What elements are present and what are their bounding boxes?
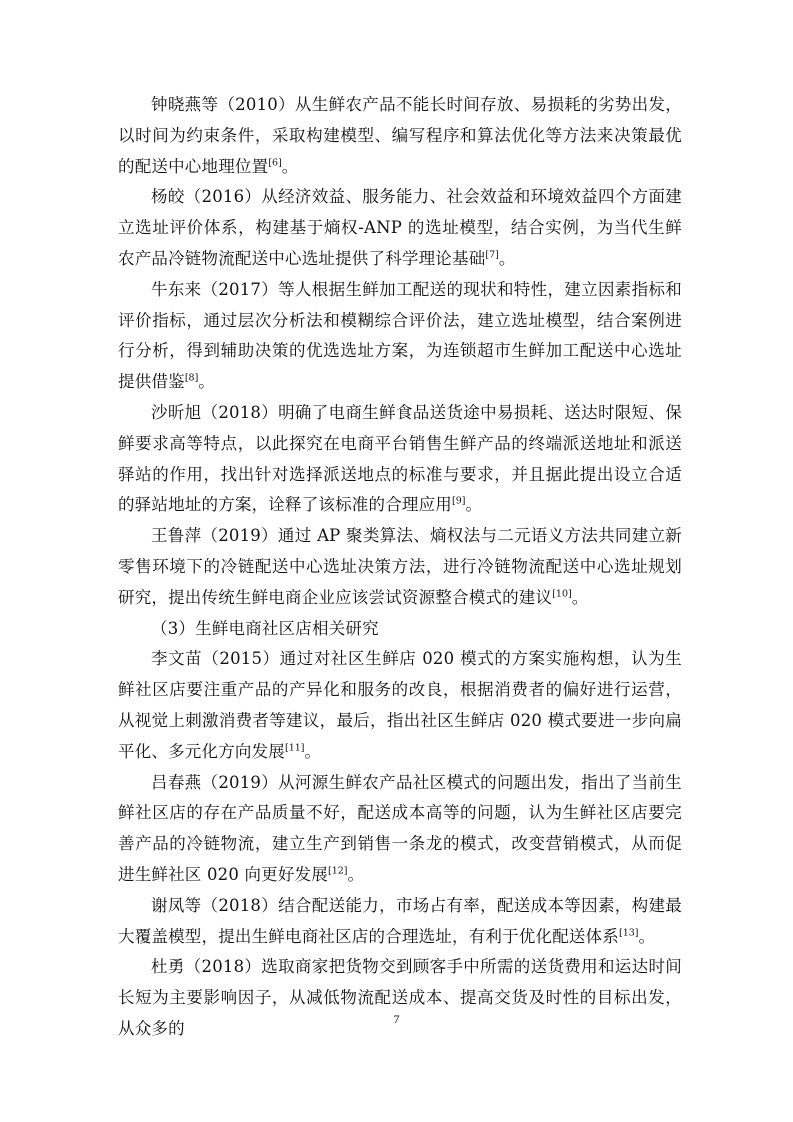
paragraph-lv-chunyan <box>118 768 682 891</box>
citation-8: [8] <box>184 372 199 384</box>
section-heading <box>118 614 682 645</box>
paragraph-end: 。 <box>498 248 516 268</box>
paragraph-zhong-xiaoyan <box>118 90 682 182</box>
paragraph-text: 钟晓燕等（2010）从生鲜农产品不能长时间存放、易损耗的劣势出发，以时间为约束条件，采取构建模型、编写程序和算法优化等方法来决策最优的配送中心地理位置 <box>118 95 682 176</box>
paragraph-text: 杜勇（2018）选取商家把货物交到顾客手中所需的送货费用和运达时间长短为主要影响因子，从减低物流配送成本、提高交货及时性的目标出发，从众多的 <box>118 957 682 1038</box>
paragraph-text: 牛东来（2017）等人根据生鲜加工配送的现状和特性，建立因素指标和评价指标，通过层次分析法和模糊综合评价法，建立选址模型，结合案例进行分析，得到辅助决策的优选选址方案，为连锁超市生鲜加工配送中心选址提供借鉴 <box>118 279 682 392</box>
paragraph-end: 。 <box>347 864 365 884</box>
page-number: 7 <box>393 1012 400 1026</box>
paragraph-end: 。 <box>571 587 589 607</box>
paragraph-text: 沙昕旭（2018）明确了电商生鲜食品送货途中易损耗、送达时限短、保鲜要求高等特点，以此探究在电商平台销售生鲜产品的终端派送地址和派送驿站的作用，找出针对选择派送地点的标准与要求，并且据此提出设立合适的驿站地址的方案，诠释了该标准的合理应用 <box>118 402 682 515</box>
paragraph-text: 吕春燕（2019）从河源生鲜农产品社区模式的问题出发，指出了当前生鲜社区店的存在产品质量不好，配送成本高等的问题，认为生鲜社区店要完善产品的冷链物流，建立生产到销售一条龙的模式，改变营销模式，从而促进生鲜社区 020 向更好发展 <box>118 772 682 884</box>
paragraph-text: 王鲁萍（2019）通过 AP 聚类算法、熵权法与二元语义方法共同建立新零售环境下的冷链配送中心选址决策方法，进行冷链物流配送中心选址规划研究，提出传统生鲜电商企业应该尝试资源整合模式的建议 <box>118 526 682 607</box>
citation-13: [13] <box>619 927 639 939</box>
paragraph-niu-donglai <box>118 275 682 398</box>
paragraph-text: 李文苗（2015）通过对社区生鲜店 020 模式的方案实施构想，认为生鲜社区店要注重产品的产异化和服务的改良，根据消费者的偏好进行运营，从视觉上刺激消费者等建议，最后，指出社区生鲜店 020 模式要进一步向扁平化、多元化方向发展 <box>118 649 682 761</box>
paragraph-xie-feng <box>118 891 682 953</box>
paragraph-yang-jiao <box>118 182 682 274</box>
paragraph-text: 谢凤等（2018）结合配送能力，市场占有率，配送成本等因素，构建最大覆盖模型，提出生鲜电商社区店的合理选址，有利于优化配送体系 <box>118 895 682 946</box>
citation-10: [10] <box>552 588 572 600</box>
paragraph-wang-luping <box>118 521 682 613</box>
paragraph-end: 。 <box>304 741 322 761</box>
citation-9: [9] <box>452 495 466 507</box>
citation-7: [7] <box>485 249 499 261</box>
body-text <box>118 90 682 1045</box>
paragraph-end: 。 <box>638 926 656 946</box>
paragraph-text: 杨皎（2016）从经济效益、服务能力、社会效益和环境效益四个方面建立选址评价体系，构建基于熵权-ANP 的选址模型，结合实例，为当代生鲜农产品冷链物流配送中心选址提供了科学理论基础 <box>118 187 682 268</box>
paragraph-end: 。 <box>465 495 483 515</box>
paragraph-end: 。 <box>281 156 299 176</box>
paragraph-end: 。 <box>198 372 215 392</box>
paragraph-du-yong <box>118 952 682 1044</box>
citation-6: [6] <box>268 157 282 169</box>
citation-12: [12] <box>327 865 348 877</box>
paragraph-li-wenmiao <box>118 644 682 767</box>
heading-text: （3）生鲜电商社区店相关研究 <box>151 618 379 638</box>
paragraph-sha-xinxu <box>118 398 682 521</box>
citation-11: [11] <box>285 742 305 754</box>
